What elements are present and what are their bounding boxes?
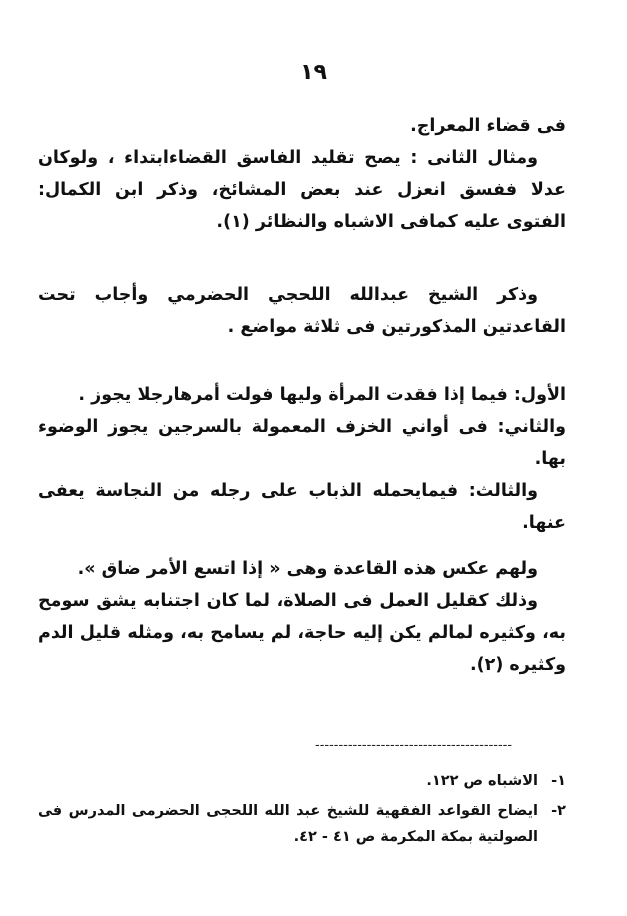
- paragraph-group-2: [38, 279, 566, 343]
- paragraph-line: والثالث: فيمايحمله الذباب على رجله من النجاسة يعفى عنها.: [38, 481, 566, 533]
- paragraph-line: فى قضاء المعراج.: [410, 116, 566, 136]
- paragraph-line: ولهم عكس هذه القاعدة وهى « إذا اتسع الأمر ضاق ».: [77, 559, 538, 579]
- paragraph-group-1: [38, 110, 566, 238]
- paragraph: وذكر الشيخ عبدالله اللحجي الحضرمي وأجاب تحت القاعدتين المذكورتين فى ثلاثة مواضع .: [38, 285, 566, 337]
- paragraph: والثاني: فى أواني الخزف المعمولة بالسرجين يجوز الوضوء بها.: [38, 417, 566, 469]
- footnote-2: [38, 798, 566, 850]
- paragraph-group-4: [38, 553, 566, 681]
- footnote-number: ١-: [551, 773, 566, 789]
- footnote-text: الاشباه ص ١٢٢.: [426, 773, 538, 789]
- footnote-number: ٢-: [551, 803, 566, 819]
- footnote-1: [38, 768, 566, 794]
- paragraph: وذلك كقليل العمل فى الصلاة، لما كان اجتنابه يشق سومح به، وكثيره لمالم يكن إليه حاجة، لم يسامح به، ومثله قليل الدم وكثيره (٢).: [38, 591, 566, 675]
- footnote-text: ايضاح القواعد الفقهية للشيخ عبد الله اللحجى الحضرمى المدرس فى الصولتية بمكة المكرمة ص ٤١ - ٤٢.: [38, 803, 538, 845]
- footnotes: [38, 768, 566, 850]
- page-number: ١٩: [300, 60, 327, 85]
- paragraph-group-3: [38, 379, 566, 539]
- footnote-separator: ------------------------------------------: [315, 738, 513, 753]
- paragraph: ومثال الثانى : يصح تقليد الفاسق القضاءابتداء ، ولوكان عدلا ففسق انعزل عند بعض المشائخ، وذكر ابن الكمال: الفتوى عليه كمافى الاشباه والنظائر (١).: [38, 148, 566, 232]
- paragraph-line: الأول: فيما إذا فقدت المرأة وليها فولت أمرهارجلا يجوز .: [78, 385, 566, 405]
